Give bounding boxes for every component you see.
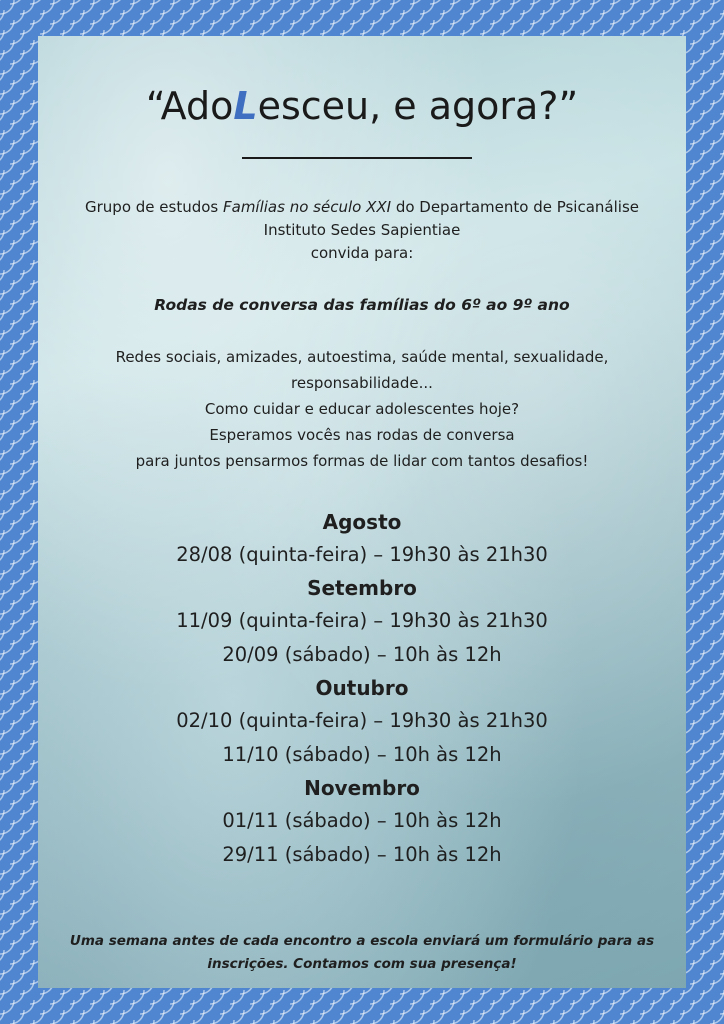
intro-group-name: Famílias no século XXI (223, 198, 392, 216)
topics-line: responsabilidade... (291, 374, 433, 392)
topics-line: Redes sociais, amizades, autoestima, saúde mental, sexualidade, (115, 348, 609, 366)
month-heading-novembro: Novembro (304, 776, 420, 800)
date-entry: 20/09 (sábado) – 10h às 12h (222, 643, 502, 666)
footer-note (38, 930, 686, 976)
date-entry: 01/11 (sábado) – 10h às 12h (222, 809, 502, 832)
intro-line-2: Instituto Sedes Sapientiae (263, 221, 461, 239)
event-subtitle: Rodas de conversa das famílias do 6º ao 9º ano (154, 296, 570, 314)
date-entry: 02/10 (quinta-feira) – 19h30 às 21h30 (176, 709, 548, 732)
date-entry: 28/08 (quinta-feira) – 19h30 às 21h30 (176, 543, 548, 566)
date-entry: 11/09 (quinta-feira) – 19h30 às 21h30 (176, 609, 548, 632)
schedule (38, 506, 686, 872)
topics-line: para juntos pensarmos formas de lidar com tantos desafios! (135, 452, 589, 470)
month-heading-outubro: Outubro (315, 676, 409, 700)
footer-line-1: Uma semana antes de cada encontro a escola enviará um formulário para as (69, 933, 655, 949)
footer-line-2: inscrições. Contamos com sua presença! (207, 956, 517, 972)
title-part1: “Ado (145, 84, 234, 128)
month-heading-setembro: Setembro (307, 576, 417, 600)
intro-line-1-suffix: do Departamento de Psicanálise (391, 198, 639, 216)
date-entry: 29/11 (sábado) – 10h às 12h (222, 843, 502, 866)
intro-line-1-prefix: Grupo de estudos (85, 198, 223, 216)
date-entry: 11/10 (sábado) – 10h às 12h (222, 743, 502, 766)
topics-line: Esperamos vocês nas rodas de conversa (209, 426, 515, 444)
title-divider (242, 157, 472, 159)
invitation-card (38, 36, 686, 988)
intro-text (38, 196, 686, 265)
month-heading-agosto: Agosto (322, 510, 402, 534)
intro-line-1 (38, 196, 686, 219)
page-title (38, 84, 686, 128)
topics-line: Como cuidar e educar adolescentes hoje? (204, 400, 520, 418)
topics-text (38, 344, 686, 474)
title-accent-letter: L (233, 84, 258, 128)
title-part2: esceu, e agora?” (257, 84, 579, 128)
intro-line-3: convida para: (310, 244, 414, 262)
